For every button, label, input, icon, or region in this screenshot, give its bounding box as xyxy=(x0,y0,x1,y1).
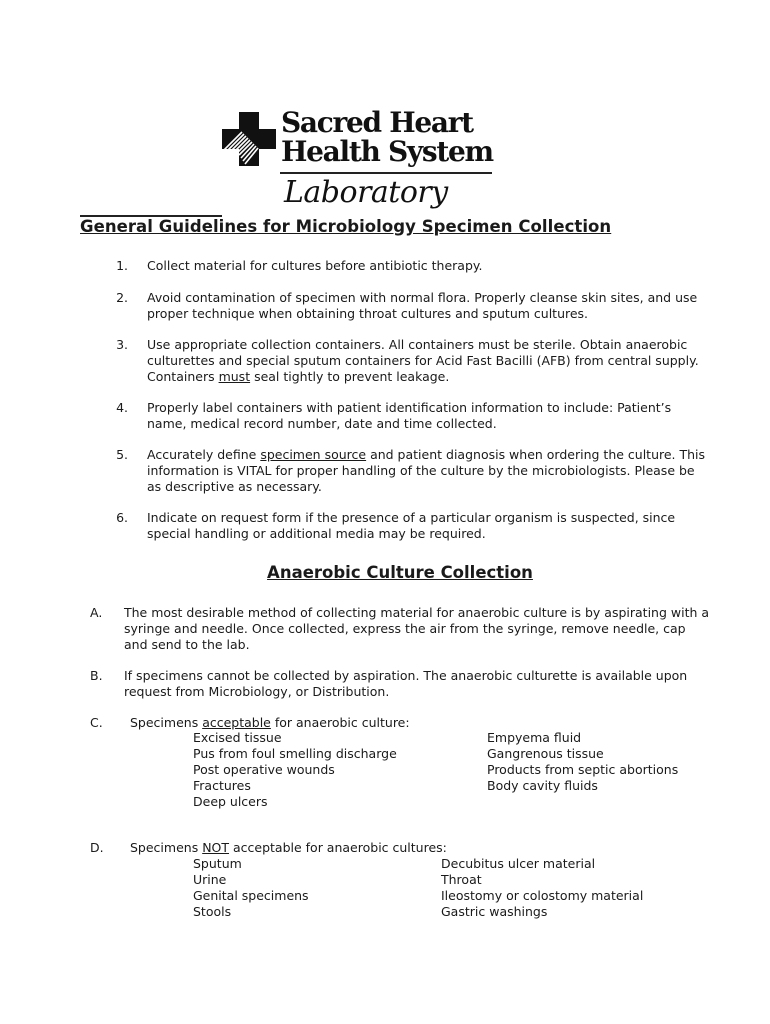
logo-line-1: Sacred Heart xyxy=(281,106,473,139)
guideline-text: as descriptive as necessary. xyxy=(147,479,322,494)
logo-line-2: Health System xyxy=(281,135,493,168)
text-run: Specimens xyxy=(130,715,203,730)
guideline-text: special handling or additional media may be required. xyxy=(147,526,486,541)
logo-subtitle: Laboratory xyxy=(284,175,448,210)
text-run: Accurately define xyxy=(147,447,261,462)
emphasis-acceptable: acceptable xyxy=(202,715,271,730)
guideline-number: 5. xyxy=(116,447,128,462)
acceptable-item: Fractures xyxy=(193,778,251,793)
section-text: If specimens cannot be collected by aspiration. The anaerobic culturette is available upon xyxy=(124,668,688,683)
guideline-text xyxy=(147,447,705,463)
text-run: acceptable for anaerobic cultures: xyxy=(229,840,447,855)
guideline-text: Use appropriate collection containers. All containers must be sterile. Obtain anaerobic xyxy=(147,337,688,352)
guideline-number: 3. xyxy=(116,337,128,352)
guideline-text: proper technique when obtaining throat cultures and sputum cultures. xyxy=(147,306,589,321)
text-run: for anaerobic culture: xyxy=(270,715,410,730)
acceptable-item: Pus from foul smelling discharge xyxy=(193,746,397,761)
emphasis-must: must xyxy=(218,369,251,384)
guideline-text: name, medical record number, date and time collected. xyxy=(147,416,497,431)
guideline-number: 2. xyxy=(116,290,128,305)
acceptable-item: Body cavity fluids xyxy=(487,778,598,793)
guideline-number: 1. xyxy=(116,258,128,273)
unacceptable-item: Urine xyxy=(193,872,227,887)
unacceptable-item: Throat xyxy=(441,872,482,887)
cross-logo-icon xyxy=(222,112,276,166)
acceptable-item: Gangrenous tissue xyxy=(487,746,604,761)
guideline-text: information is VITAL for proper handling of the culture by the microbiologists. Please be xyxy=(147,463,695,478)
guideline-number: 6. xyxy=(116,510,128,525)
page-title: General Guidelines for Microbiology Specimen Collection xyxy=(80,217,612,236)
logo-wordmark xyxy=(281,108,493,166)
section-text: The most desirable method of collecting material for anaerobic culture is by aspirating with a xyxy=(124,605,710,620)
acceptable-item: Post operative wounds xyxy=(193,762,335,777)
section-letter: C. xyxy=(90,715,103,730)
text-run: Containers xyxy=(147,369,219,384)
guideline-text: Collect material for cultures before antibiotic therapy. xyxy=(147,258,483,273)
acceptable-item: Empyema fluid xyxy=(487,730,582,745)
section-letter: A. xyxy=(90,605,103,620)
guideline-number: 4. xyxy=(116,400,128,415)
acceptable-item: Products from septic abortions xyxy=(487,762,679,777)
acceptable-item: Excised tissue xyxy=(193,730,282,745)
guideline-text: culturettes and special sputum containers for Acid Fast Bacilli (AFB) from central supply. xyxy=(147,353,699,368)
logo-divider xyxy=(280,172,492,174)
guideline-text: Avoid contamination of specimen with normal flora. Properly cleanse skin sites, and use xyxy=(147,290,698,305)
unacceptable-item: Decubitus ulcer material xyxy=(441,856,596,871)
section-letter: D. xyxy=(90,840,104,855)
unacceptable-item: Ileostomy or colostomy material xyxy=(441,888,644,903)
emphasis-not: NOT xyxy=(202,840,230,855)
guideline-text: Properly label containers with patient identification information to include: Patient’s xyxy=(147,400,672,415)
text-run: and patient diagnosis when ordering the culture. This xyxy=(366,447,706,462)
guideline-text: Indicate on request form if the presence of a particular organism is suspected, since xyxy=(147,510,676,525)
unacceptable-item: Genital specimens xyxy=(193,888,309,903)
section-text: and send to the lab. xyxy=(124,637,250,652)
guideline-text xyxy=(147,369,449,385)
section-title: Anaerobic Culture Collection xyxy=(267,563,533,582)
section-text: request from Microbiology, or Distribution. xyxy=(124,684,390,699)
emphasis-specimen-source: specimen source xyxy=(260,447,367,462)
section-heading xyxy=(130,715,410,731)
unacceptable-item: Stools xyxy=(193,904,232,919)
section-heading xyxy=(130,840,447,856)
text-run: Specimens xyxy=(130,840,203,855)
text-run: seal tightly to prevent leakage. xyxy=(250,369,450,384)
unacceptable-item: Gastric washings xyxy=(441,904,548,919)
unacceptable-item: Sputum xyxy=(193,856,242,871)
acceptable-item: Deep ulcers xyxy=(193,794,268,809)
section-text: syringe and needle. Once collected, express the air from the syringe, remove needle, cap xyxy=(124,621,686,636)
section-letter: B. xyxy=(90,668,103,683)
